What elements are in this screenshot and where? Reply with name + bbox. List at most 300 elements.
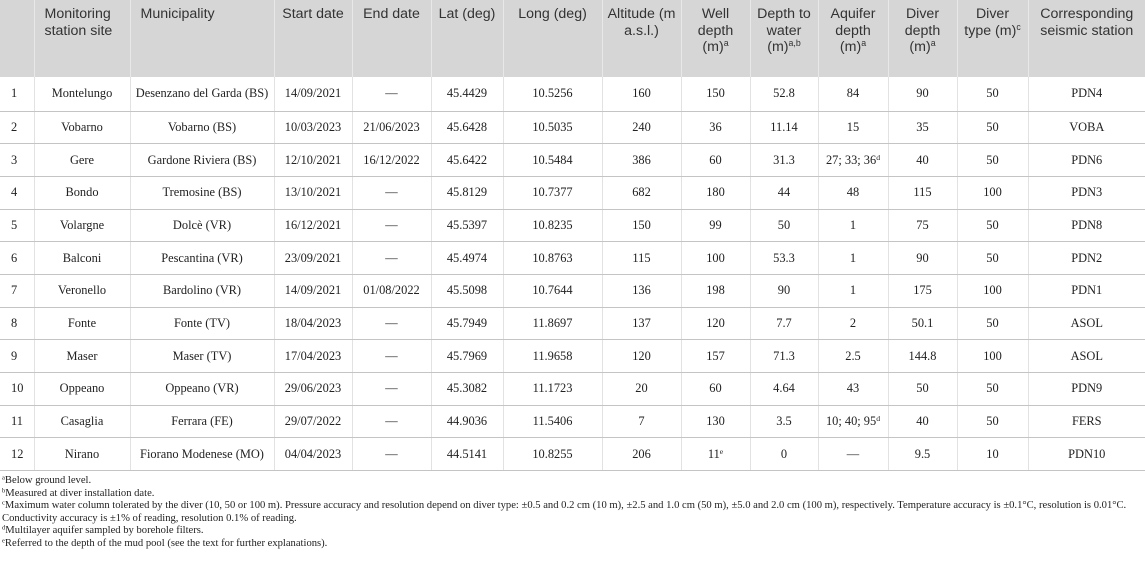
footnote-mark: c: [1016, 21, 1021, 32]
cell-value: 52.8: [773, 86, 795, 101]
footnote-mark: a: [723, 38, 729, 49]
table-cell: [818, 111, 888, 144]
footnote: [2, 500, 1145, 513]
cell-value: PDN4: [1071, 86, 1103, 101]
cell-value: 137: [632, 315, 651, 330]
cell-value: 11.1723: [532, 381, 573, 396]
footnote-mark: e: [2, 537, 5, 545]
cell-value: 3.5: [776, 414, 792, 429]
table-cell: [34, 373, 130, 406]
column-header-label: Municipality: [140, 6, 215, 22]
cell-value: 10: [11, 381, 24, 396]
table-cell: [681, 438, 750, 471]
table-cell: [750, 242, 818, 275]
table-cell: [957, 373, 1028, 406]
table-cell: [888, 176, 957, 209]
table-cell: [681, 176, 750, 209]
footnote: [2, 513, 1145, 526]
table-row: [0, 176, 1145, 209]
table-cell: [750, 144, 818, 177]
table-cell: [503, 307, 602, 340]
footnote-text: Conductivity accuracy is ±1% of reading, resolution 0.1% of reading.: [2, 512, 297, 524]
table-cell: [0, 340, 34, 373]
table-cell: [750, 111, 818, 144]
cell-value: 10.8763: [532, 250, 573, 265]
footnote-mark: e: [719, 446, 724, 456]
column-header: [503, 0, 602, 77]
column-header-label: Corresponding seismic station: [1040, 6, 1134, 39]
cell-value: 11.5406: [532, 414, 573, 429]
cell-value: 682: [632, 185, 651, 200]
table-cell: [431, 438, 503, 471]
cell-value: 10: [986, 446, 999, 461]
cell-value: 90: [916, 250, 929, 265]
table-cell: [957, 405, 1028, 438]
cell-value: 1: [849, 250, 857, 265]
table-cell: [274, 77, 352, 111]
cell-value: Montelungo: [51, 86, 113, 101]
column-header: [274, 0, 352, 77]
cell-value: 45.7949: [446, 315, 488, 330]
table-row: [0, 111, 1145, 144]
table-cell: [352, 307, 431, 340]
cell-value: 45.7969: [446, 348, 488, 363]
cell-value: 04/04/2023: [284, 446, 342, 461]
table-cell: [34, 405, 130, 438]
table-cell: [503, 209, 602, 242]
cell-value: 10.7377: [532, 185, 573, 200]
table-cell: [352, 209, 431, 242]
column-header-label: Well depth (m): [697, 6, 734, 55]
table-cell: [352, 373, 431, 406]
table-cell: [352, 77, 431, 111]
table-cell: [34, 176, 130, 209]
table-cell: [681, 144, 750, 177]
table-cell: [34, 209, 130, 242]
cell-value: 1: [849, 283, 857, 298]
cell-value: 50: [916, 381, 929, 396]
cell-value: 44: [777, 185, 791, 200]
cell-value: PDN10: [1068, 446, 1106, 461]
table-cell: [818, 340, 888, 373]
cell-value: Vobarno: [61, 119, 103, 134]
table-cell: [750, 274, 818, 307]
table-cell: [0, 438, 34, 471]
column-header: [1028, 0, 1145, 77]
table-cell: [130, 77, 274, 111]
cell-value: —: [385, 185, 398, 200]
table-cell: [681, 242, 750, 275]
column-header: [888, 0, 957, 77]
table-cell: [0, 274, 34, 307]
cell-value: PDN2: [1071, 250, 1103, 265]
table-cell: [1028, 111, 1145, 144]
table-row: [0, 373, 1145, 406]
header-row: [0, 0, 1145, 77]
table-cell: [818, 144, 888, 177]
footnote-mark: d: [876, 413, 881, 423]
cell-value: 45.3082: [446, 381, 488, 396]
cell-value: PDN1: [1071, 283, 1103, 298]
table-cell: [750, 405, 818, 438]
cell-value: Maser (TV): [172, 348, 232, 363]
table-cell: [0, 209, 34, 242]
cell-value: 157: [706, 348, 725, 363]
table-cell: [681, 373, 750, 406]
table-cell: [1028, 144, 1145, 177]
cell-value: Gere: [69, 152, 95, 167]
cell-value: 35: [916, 119, 929, 134]
cell-value: Tremosine (BS): [162, 185, 242, 200]
cell-value: 206: [632, 446, 651, 461]
cell-value: 1: [11, 86, 18, 101]
table-cell: [130, 373, 274, 406]
cell-value: Casaglia: [60, 414, 104, 429]
cell-value: 13/10/2021: [284, 185, 342, 200]
table-cell: [503, 438, 602, 471]
table-cell: [957, 242, 1028, 275]
footnote: [2, 525, 1145, 538]
table-cell: [503, 242, 602, 275]
table-cell: [1028, 307, 1145, 340]
cell-value: 198: [706, 283, 725, 298]
column-header: [34, 0, 130, 77]
table-cell: [818, 242, 888, 275]
footnotes: [0, 471, 1145, 551]
table-cell: [602, 274, 681, 307]
cell-value: 115: [632, 250, 651, 265]
cell-value: —: [385, 414, 398, 429]
cell-value: FERS: [1071, 414, 1102, 429]
cell-value: 20: [635, 381, 648, 396]
cell-value: —: [385, 446, 398, 461]
table-cell: [0, 111, 34, 144]
table-cell: [0, 176, 34, 209]
cell-value: 31.3: [773, 152, 795, 167]
table-cell: [1028, 438, 1145, 471]
cell-value: 9.5: [914, 446, 931, 461]
table-cell: [888, 274, 957, 307]
cell-value: —: [846, 446, 860, 461]
cell-value: 27; 33; 36: [825, 152, 877, 167]
cell-value: 6: [11, 250, 18, 265]
table-cell: [34, 111, 130, 144]
cell-value: 7: [638, 414, 645, 429]
footnote-mark: d: [876, 152, 881, 162]
cell-value: Maser: [66, 348, 98, 363]
cell-value: 50: [986, 86, 999, 101]
cell-value: 44.5141: [446, 446, 488, 461]
column-header: [130, 0, 274, 77]
table-cell: [602, 373, 681, 406]
cell-value: 50: [986, 250, 999, 265]
table-cell: [352, 144, 431, 177]
column-header: [681, 0, 750, 77]
table-cell: [352, 438, 431, 471]
cell-value: 99: [709, 217, 722, 232]
table-cell: [34, 144, 130, 177]
table-cell: [431, 307, 503, 340]
cell-value: 45.4974: [446, 250, 488, 265]
cell-value: 120: [632, 348, 651, 363]
table-cell: [957, 307, 1028, 340]
table-cell: [0, 307, 34, 340]
cell-value: 45.6422: [446, 152, 488, 167]
cell-value: —: [385, 348, 398, 363]
cell-value: 29/06/2023: [284, 381, 342, 396]
cell-value: 10.5035: [532, 119, 573, 134]
cell-value: 50: [986, 381, 999, 396]
footnote-text: Below ground level.: [4, 475, 92, 487]
table-cell: [130, 111, 274, 144]
footnote-mark: a: [930, 38, 936, 49]
cell-value: 50: [986, 217, 999, 232]
cell-value: 3: [11, 152, 18, 167]
cell-value: 50.1: [911, 315, 934, 330]
cell-value: 100: [983, 185, 1002, 200]
table-cell: [274, 144, 352, 177]
table-cell: [431, 176, 503, 209]
cell-value: 45.4429: [446, 86, 488, 101]
cell-value: —: [385, 381, 398, 396]
table-cell: [750, 438, 818, 471]
cell-value: 12/10/2021: [284, 152, 342, 167]
table-cell: [1028, 274, 1145, 307]
cell-value: 11.14: [770, 119, 798, 134]
cell-value: 9: [11, 348, 18, 363]
cell-value: 150: [706, 86, 725, 101]
table-cell: [602, 405, 681, 438]
cell-value: 60: [709, 152, 722, 167]
table-cell: [274, 242, 352, 275]
cell-value: 386: [632, 152, 651, 167]
table-cell: [1028, 340, 1145, 373]
cell-value: PDN9: [1071, 381, 1103, 396]
cell-value: Desenzano del Garda (BS): [135, 86, 269, 101]
table-cell: [602, 340, 681, 373]
table-cell: [1028, 209, 1145, 242]
cell-value: 45.8129: [446, 185, 488, 200]
cell-value: 7.7: [776, 315, 792, 330]
cell-value: Fiorano Modenese (MO): [140, 446, 264, 461]
table-cell: [352, 405, 431, 438]
footnote-mark: c: [2, 499, 5, 507]
column-header: [602, 0, 681, 77]
table-cell: [274, 111, 352, 144]
footnote-text: Measured at diver installation date.: [5, 487, 155, 499]
table-cell: [957, 274, 1028, 307]
table-cell: [750, 307, 818, 340]
cell-value: 44.9036: [446, 414, 488, 429]
cell-value: 180: [706, 185, 725, 200]
table-cell: [503, 405, 602, 438]
cell-value: Pescantina (VR): [161, 250, 243, 265]
table-cell: [750, 176, 818, 209]
cell-value: 14/09/2021: [284, 283, 342, 298]
column-header-label: Long (deg): [518, 6, 587, 22]
table-cell: [818, 373, 888, 406]
column-header: [431, 0, 503, 77]
table-cell: [888, 340, 957, 373]
cell-value: —: [385, 315, 398, 330]
column-header: [818, 0, 888, 77]
cell-value: 36: [709, 119, 722, 134]
cell-value: 21/06/2023: [363, 119, 420, 134]
table-cell: [957, 438, 1028, 471]
cell-value: 50: [986, 414, 999, 429]
table-cell: [431, 373, 503, 406]
table-cell: [888, 77, 957, 111]
table-cell: [34, 307, 130, 340]
cell-value: Fonte: [67, 315, 97, 330]
table-cell: [0, 144, 34, 177]
footnote-text: Multilayer aquifer sampled by borehole filters.: [5, 525, 204, 537]
cell-value: 10.5256: [532, 86, 573, 101]
table-header: [0, 0, 1145, 77]
cell-value: PDN6: [1071, 152, 1103, 167]
table-cell: [1028, 176, 1145, 209]
cell-value: 45.6428: [446, 119, 488, 134]
cell-value: Fonte (TV): [173, 315, 231, 330]
table-row: [0, 209, 1145, 242]
table-cell: [602, 209, 681, 242]
table-cell: [431, 405, 503, 438]
cell-value: 175: [913, 283, 932, 298]
cell-value: 2: [849, 315, 857, 330]
table-cell: [431, 144, 503, 177]
cell-value: 40: [916, 414, 929, 429]
table-cell: [431, 274, 503, 307]
table-cell: [352, 111, 431, 144]
cell-value: Vobarno (BS): [167, 119, 237, 134]
table-cell: [34, 242, 130, 275]
cell-value: 100: [983, 283, 1002, 298]
cell-value: Gardone Riviera (BS): [147, 152, 257, 167]
table-cell: [352, 242, 431, 275]
table-cell: [503, 340, 602, 373]
cell-value: 120: [706, 315, 725, 330]
table-cell: [818, 176, 888, 209]
cell-value: 45.5397: [446, 217, 488, 232]
table-cell: [1028, 242, 1145, 275]
cell-value: 10; 40; 95: [825, 414, 877, 429]
table-cell: [130, 209, 274, 242]
cell-value: 0: [780, 446, 788, 461]
footnote: [2, 488, 1145, 501]
table-cell: [681, 405, 750, 438]
cell-value: 48: [846, 185, 860, 200]
table-cell: [503, 144, 602, 177]
cell-value: PDN8: [1071, 217, 1103, 232]
cell-value: 50: [986, 119, 999, 134]
table-row: [0, 307, 1145, 340]
cell-value: 50: [777, 217, 791, 232]
table-cell: [750, 340, 818, 373]
cell-value: —: [385, 217, 398, 232]
table-cell: [503, 176, 602, 209]
table-cell: [503, 77, 602, 111]
table-cell: [34, 438, 130, 471]
cell-value: 71.3: [773, 348, 795, 363]
table-row: [0, 405, 1145, 438]
table-cell: [130, 405, 274, 438]
cell-value: —: [385, 250, 398, 265]
cell-value: 90: [777, 283, 791, 298]
table-cell: [818, 274, 888, 307]
table-cell: [957, 340, 1028, 373]
footnote-text: Referred to the depth of the mud pool (see the text for further explanations).: [4, 538, 328, 550]
cell-value: 10.8235: [532, 217, 573, 232]
cell-value: Bardolino (VR): [162, 283, 242, 298]
table-row: [0, 274, 1145, 307]
table-cell: [818, 307, 888, 340]
table-cell: [888, 144, 957, 177]
column-header-label: Depth to water (m): [757, 6, 811, 55]
cell-value: 29/07/2022: [284, 414, 342, 429]
cell-value: 4: [11, 185, 18, 200]
table-cell: [431, 111, 503, 144]
table-cell: [431, 340, 503, 373]
table-cell: [888, 373, 957, 406]
cell-value: 130: [706, 414, 725, 429]
column-header-label: Lat (deg): [438, 6, 496, 22]
cell-value: 2.5: [845, 348, 861, 363]
cell-value: 10.7644: [532, 283, 573, 298]
cell-value: 160: [632, 86, 651, 101]
table-cell: [602, 242, 681, 275]
table-cell: [34, 274, 130, 307]
column-header-label: Altitude (m a.s.l.): [607, 6, 676, 39]
table-cell: [0, 77, 34, 111]
table-cell: [503, 274, 602, 307]
cell-value: 11: [707, 446, 720, 461]
table-row: [0, 242, 1145, 275]
cell-value: 5: [11, 217, 18, 232]
cell-value: 2: [11, 119, 18, 134]
table-cell: [957, 111, 1028, 144]
table-cell: [0, 405, 34, 438]
cell-value: 84: [846, 86, 860, 101]
table-cell: [888, 242, 957, 275]
table-cell: [818, 405, 888, 438]
cell-value: 16/12/2022: [363, 152, 420, 167]
column-header-label: Diver depth (m): [904, 6, 941, 55]
table-cell: [681, 274, 750, 307]
footnote-mark: b: [2, 487, 6, 495]
column-header-label: End date: [363, 6, 420, 22]
table-cell: [274, 340, 352, 373]
table-cell: [431, 242, 503, 275]
cell-value: 100: [706, 250, 725, 265]
cell-value: 144.8: [908, 348, 937, 363]
table-cell: [888, 438, 957, 471]
cell-value: 10.8255: [532, 446, 573, 461]
cell-value: ASOL: [1070, 315, 1103, 330]
table-cell: [818, 438, 888, 471]
table-cell: [34, 77, 130, 111]
cell-value: Nirano: [64, 446, 100, 461]
footnote-mark: a,b: [788, 38, 801, 49]
cell-value: 23/09/2021: [284, 250, 342, 265]
cell-value: ASOL: [1070, 348, 1103, 363]
cell-value: 01/08/2022: [363, 283, 420, 298]
footnote-mark: a: [2, 474, 5, 482]
table-cell: [130, 242, 274, 275]
table-cell: [602, 176, 681, 209]
cell-value: 240: [632, 119, 651, 134]
cell-value: 45.5098: [446, 283, 488, 298]
table-cell: [750, 209, 818, 242]
